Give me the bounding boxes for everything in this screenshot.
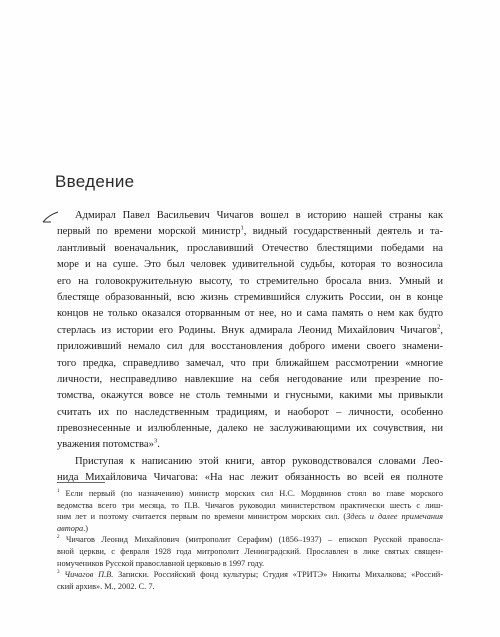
text-line: Адмирал Павел Васильевич Чичагов вошел в историю нашей страны как bbox=[75, 210, 443, 221]
text-fragment: .) bbox=[83, 523, 89, 533]
text-line: превознесенные и излюбленные, далеко не заслуживающими их сочувствия, ни bbox=[57, 423, 443, 435]
chapter-heading: Введение bbox=[55, 172, 135, 191]
italic-fragment: Чичагов П.В. bbox=[64, 570, 114, 580]
text-line: море и на суше. Это был человек удивительной судьбы, которая то возносила bbox=[57, 259, 443, 271]
text-line: приложивший немало сил для восстановления доброго имени своего знамени- bbox=[57, 341, 443, 353]
text-line: концов не только оказался оторванным от нее, но и сама память о нем как будто bbox=[57, 308, 443, 320]
footnote-ref-2[interactable]: 2 bbox=[437, 323, 441, 331]
footnote-mark: 1 bbox=[57, 488, 60, 495]
text-line bbox=[57, 437, 443, 453]
text-fragment: уважения потомства» bbox=[57, 439, 154, 451]
text-fragment: . bbox=[157, 439, 160, 451]
footnote-divider bbox=[57, 482, 105, 483]
footnote-line: вной церкви, с февраля 1928 года митрополит Ленинградский. Прославлен в лике святых священ- bbox=[57, 546, 443, 556]
text-fragment: ним лет и поэтому считается первым по времени министром морских сил. ( bbox=[57, 512, 347, 522]
text-line: личности, несправедливо навлекшие на себя негодование или презрение по- bbox=[57, 373, 443, 385]
footnote-1 bbox=[57, 488, 443, 500]
footnote-line bbox=[57, 511, 443, 523]
text-fragment: Если первый (по назначению) министр морских сил Н.С. Мордвинов стоял во главе морского bbox=[65, 489, 443, 498]
text-line: томства, окажутся вовсе не столь темными и гнусными, какими мы привыкли bbox=[57, 390, 443, 402]
text-line: нида Михайловича Чичагова: «На нас лежит обязанность во всей ея полноте bbox=[57, 472, 443, 484]
text-fragment: , видный государственный деятель и та- bbox=[243, 226, 443, 238]
footnote-2 bbox=[57, 534, 443, 546]
text-fragment: Записки. Российский фонд культуры; Студия «ТРИТЭ» Никиты Михалкова; «Россий- bbox=[113, 570, 443, 580]
text-fragment: , bbox=[440, 324, 443, 336]
italic-fragment: Здесь и далее примечания bbox=[346, 512, 443, 522]
text-line: считать их по наследственным традициям, и наоборот – личности, особенно bbox=[57, 406, 443, 418]
text-line: Приступая к написанию этой книги, автор руководствовался словами Лео- bbox=[75, 455, 443, 467]
text-fragment: Чичагов Леонид Михайлович (митрополит Серафим) (1856–1937) – епископ Русской правосла- bbox=[66, 535, 443, 545]
footnote-mark: 3 bbox=[57, 569, 60, 576]
text-line: его на головокружительную высоту, то стремительно бросала вниз. Умный и bbox=[57, 275, 443, 287]
text-line: блестяще образованный, всю жизнь стремившийся служить России, он в конце bbox=[57, 291, 443, 303]
text-line bbox=[57, 323, 443, 339]
text-fragment: стерлась из истории его Родины. Внук адмирала Леонид Михайлович Чичагов bbox=[57, 324, 438, 336]
text-fragment: первый по времени морской министр bbox=[57, 226, 241, 238]
italic-fragment: автора bbox=[57, 523, 84, 533]
footnote-line: ведомства всего три месяца, то П.В. Чичагов руководил министерством практически шесть с лиш- bbox=[57, 500, 443, 510]
footnote-line: номучеников Русской православной церковью в 1997 году. bbox=[57, 558, 265, 568]
footnote-3 bbox=[57, 569, 443, 581]
chapter-body bbox=[57, 208, 443, 487]
text-line: того предка, справедливо замечал, что при ближайшем рассмотрении «многие bbox=[57, 357, 443, 369]
footnotes bbox=[57, 488, 443, 592]
footnote-line bbox=[57, 523, 443, 535]
footnote-ref-3[interactable]: 3 bbox=[153, 437, 158, 445]
footnote-mark: 2 bbox=[57, 534, 60, 541]
footnote-ref-1[interactable]: 1 bbox=[240, 224, 244, 232]
text-line bbox=[57, 224, 443, 240]
text-line: лантливый военачальник, прославивший Отечество блестящими победами на bbox=[57, 242, 443, 254]
footnote-line: ский архив». М., 2002. С. 7. bbox=[57, 581, 155, 591]
